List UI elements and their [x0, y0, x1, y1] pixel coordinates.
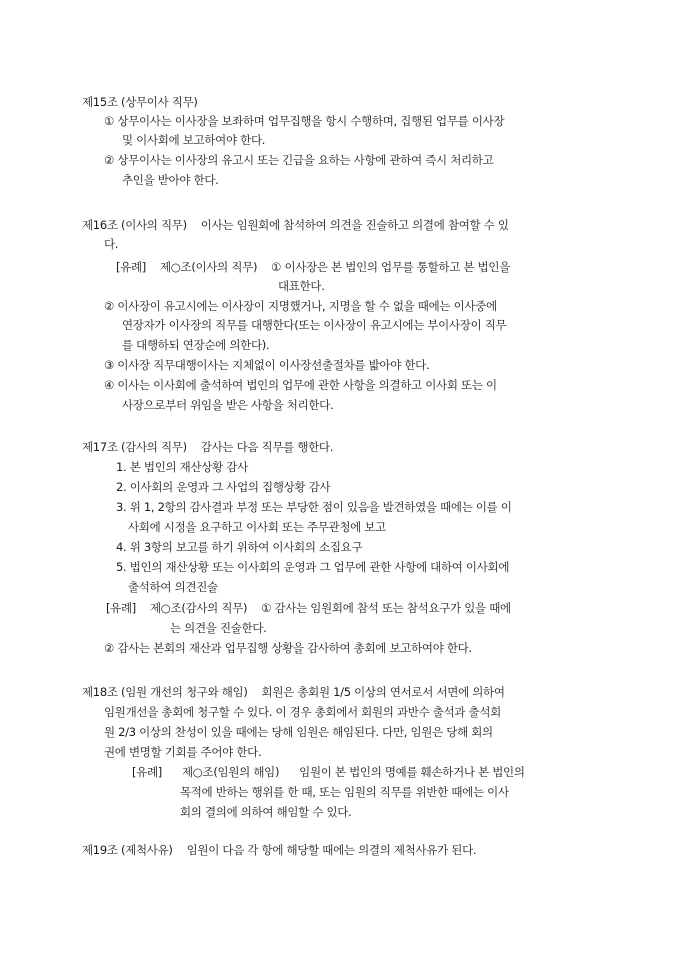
- article-16-para-2-line-2: 연장자가 이사장의 직무를 대행한다(또는 이사장이 유고시에는 부이사장이 직무: [122, 318, 507, 332]
- article-16-para-4-line-1: ④ 이사는 이사회에 출석하여 법인의 업무에 관한 사항을 의결하고 이사회 또는 이: [104, 378, 497, 392]
- example-reference: 제○조(임원의 해임): [182, 765, 280, 779]
- article-18-example-line-2: 목적에 반하는 행위를 한 때, 또는 임원의 직무를 위반한 때에는 이사: [180, 785, 509, 799]
- article-17-item-4: 4. 위 3항의 보고를 하기 위하여 이사회의 소집요구: [116, 540, 363, 554]
- article-18-example-text: 임원이 본 법인의 명예를 훼손하거나 본 법인의: [299, 765, 525, 779]
- article-18-line-4: 권에 변명할 기회를 주어야 한다.: [104, 745, 262, 759]
- article-18-line-3: 원 2/3 이상의 찬성이 있을 때에는 당해 임원은 해임된다. 다만, 임원은 당해 회의: [104, 725, 493, 739]
- article-15-para-1-line-2: 및 이사회에 보고하여야 한다.: [122, 133, 266, 147]
- article-18-lead-line-1: 회원은 총회원 1/5 이상의 연서로서 서면에 의하여: [261, 685, 505, 699]
- article-17-example-text: ① 감사는 임원회에 참석 또는 참석요구가 있을 때에: [261, 601, 511, 615]
- article-17-first-line: [82, 439, 333, 455]
- article-15-para-1-line-1: ① 상무이사는 이사장을 보좌하며 업무집행을 항시 수행하며, 집행된 업무를 이사장: [104, 114, 505, 128]
- article-17-item-5-line-2: 출석하여 의견진술: [128, 580, 218, 594]
- article-16-para-4-line-2: 사장으로부터 위임을 받은 사항을 처리한다.: [122, 398, 334, 412]
- article-16-first-line: [82, 217, 509, 233]
- article-19-first-line: [82, 842, 476, 858]
- article-19-title: 제19조 (제척사유): [82, 843, 173, 857]
- article-17-example-line-1: [106, 600, 511, 616]
- article-18-first-line: [82, 684, 505, 700]
- article-16-para-2-line-1: ② 이사장이 유고시에는 이사장이 지명했거나, 지명을 할 수 없을 때에는 이사중에: [104, 299, 497, 313]
- article-15-para-2-line-2: 추인을 받아야 한다.: [122, 173, 219, 187]
- article-17-lead: 감사는 다음 직무를 행한다.: [200, 440, 334, 454]
- article-16-para-3: ③ 이사장 직무대행이사는 지체없이 이사장선출절차를 밟아야 한다.: [104, 358, 430, 372]
- example-tag: [유례]: [106, 601, 136, 615]
- article-16-lead-line-1: 이사는 임원회에 참석하여 의견을 진술하고 의결에 참여할 수 있: [200, 218, 509, 232]
- example-reference: 제○조(이사의 직무): [160, 260, 258, 274]
- article-17-item-3-line-1: 3. 위 1, 2항의 감사결과 부정 또는 부당한 점이 있음을 발견하였을 때에는 이를 이: [116, 500, 512, 514]
- article-17-item-5-line-1: 5. 법인의 재산상황 또는 이사회의 운영과 그 업무에 관한 사항에 대하여 이사회에: [116, 560, 510, 574]
- article-17-para-2: ② 감사는 본회의 재산과 업무집행 상황을 감사하여 총회에 보고하여야 한다.: [104, 641, 472, 655]
- article-17-title: 제17조 (감사의 직무): [82, 440, 187, 454]
- article-18-example-line-3: 회의 결의에 의하여 해임할 수 있다.: [180, 805, 352, 819]
- article-17-item-1: 1. 본 법인의 재산상황 감사: [116, 460, 248, 474]
- example-tag: [유례]: [116, 260, 146, 274]
- article-17-item-3-line-2: 사회에 시정을 요구하고 이사회 또는 주무관청에 보고: [128, 520, 386, 534]
- article-18-example-line-1: [132, 764, 525, 780]
- article-16-lead-line-2: 다.: [104, 237, 119, 251]
- article-16-example-line-2: 대표한다.: [278, 279, 325, 293]
- article-18-title: 제18조 (임원 개선의 청구와 해임): [82, 685, 248, 699]
- article-15-para-2-line-1: ② 상무이사는 이사장의 유고시 또는 긴급을 요하는 사항에 관하여 즉시 처리하고: [104, 153, 494, 167]
- article-16-example-text: ① 이사장은 본 법인의 업무를 통할하고 본 법인을: [271, 260, 511, 274]
- article-15-title: 제15조 (상무이사 직무): [82, 95, 198, 109]
- article-16-example-line-1: [116, 259, 510, 275]
- article-16-para-2-line-3: 를 대행하되 연장순에 의한다).: [122, 338, 270, 352]
- example-reference: 제○조(감사의 직무): [150, 601, 248, 615]
- article-16-title: 제16조 (이사의 직무): [82, 218, 187, 232]
- article-18-line-2: 임원개선을 총회에 청구할 수 있다. 이 경우 총회에서 회원의 과반수 출석과 출석회: [104, 705, 501, 719]
- article-19-lead: 임원이 다음 각 항에 해당할 때에는 의결의 제척사유가 된다.: [186, 843, 477, 857]
- article-17-item-2: 2. 이사회의 운영과 그 사업의 집행상황 감사: [116, 480, 331, 494]
- article-17-example-line-2: 는 의견을 진술한다.: [170, 621, 267, 635]
- example-tag: [유례]: [132, 765, 162, 779]
